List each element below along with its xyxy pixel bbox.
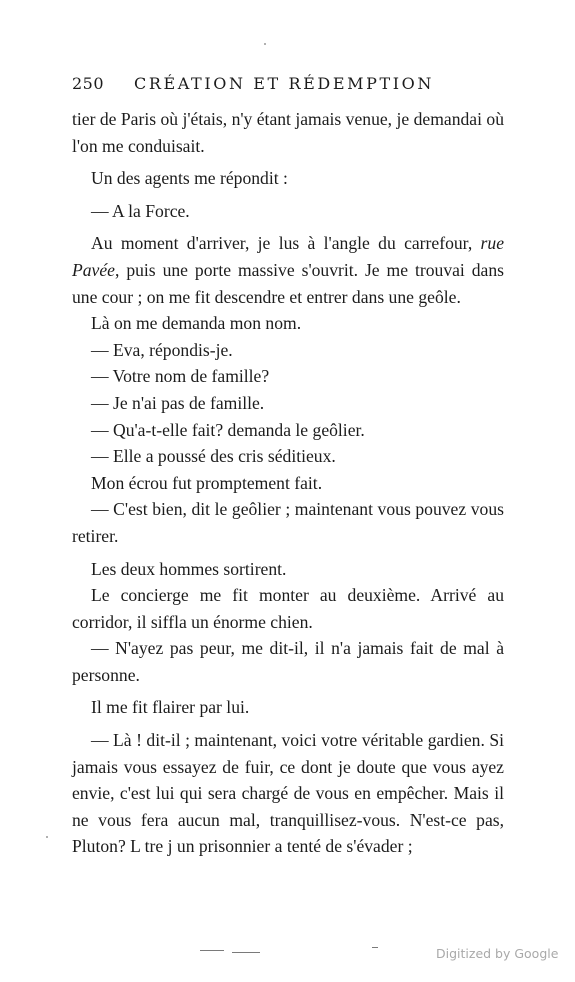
scan-speck: [264, 43, 266, 45]
paragraph-text: , puis une porte massive s'ouvrit. Je me trouvai dans une cour ; on me fit descendre et entrer dans une geôle.: [72, 259, 504, 307]
paragraph: Un des agents me répondit :: [91, 168, 288, 189]
street-name: rue Pavée: [72, 233, 504, 280]
dialogue-line: — N'ayez pas peur, me dit-il, il n'a jamais fait de mal à personne.: [72, 638, 504, 685]
page-number: 250: [72, 74, 105, 93]
paragraph: Il me fit flairer par lui.: [91, 697, 250, 718]
dialogue-line: — Votre nom de famille?: [91, 366, 270, 387]
dialogue-line: — Je n'ai pas de famille.: [91, 392, 265, 413]
running-header: [72, 73, 512, 95]
paragraph: [72, 230, 504, 310]
dialogue-line: — Qu'a-t-elle fait? demanda le geôlier.: [91, 419, 365, 440]
dialogue-line: — Elle a poussé des cris séditieux.: [91, 446, 336, 467]
paragraph-continued: tier de Paris où j'étais, n'y étant jamais venue, je demandai où l'on me conduisait.: [72, 109, 504, 156]
paragraph: Le concierge me fit monter au deuxième. Arrivé au corridor, il siffla un énorme chien.: [72, 585, 504, 632]
scan-speck: [46, 836, 48, 838]
dialogue-line: — C'est bien, dit le geôlier ; maintenant vous pouvez vous retirer.: [72, 499, 504, 546]
dialogue-paragraph: — Là ! dit-il ; maintenant, voici votre véritable gardien. Si jamais vous essayez de fuir, ce dont je doute que vous ayez envie, c'est lui qui sera chargé de vous en empêcher. Mais il ne vous fera aucun mal, tranquillisez-vous. N'est-ce pas, Pluton? L tre j un prisonnier a tenté de s'évader ;: [72, 730, 504, 857]
paragraph: Là on me demanda mon nom.: [91, 313, 302, 334]
running-title: CRÉATION ET RÉDEMPTION: [134, 74, 434, 93]
paragraph: Les deux hommes sortirent.: [91, 558, 287, 579]
digitization-watermark: Digitized by Google: [436, 946, 559, 961]
bottom-scan-marks: [200, 947, 390, 955]
dialogue-line: — A la Force.: [91, 200, 190, 221]
paragraph-text: Au moment d'arriver, je lus à l'angle du carrefour,: [91, 233, 481, 254]
paragraph: Mon écrou fut promptement fait.: [91, 472, 323, 493]
dialogue-line: — Eva, répondis-je.: [91, 339, 233, 360]
page-body: [72, 106, 504, 860]
